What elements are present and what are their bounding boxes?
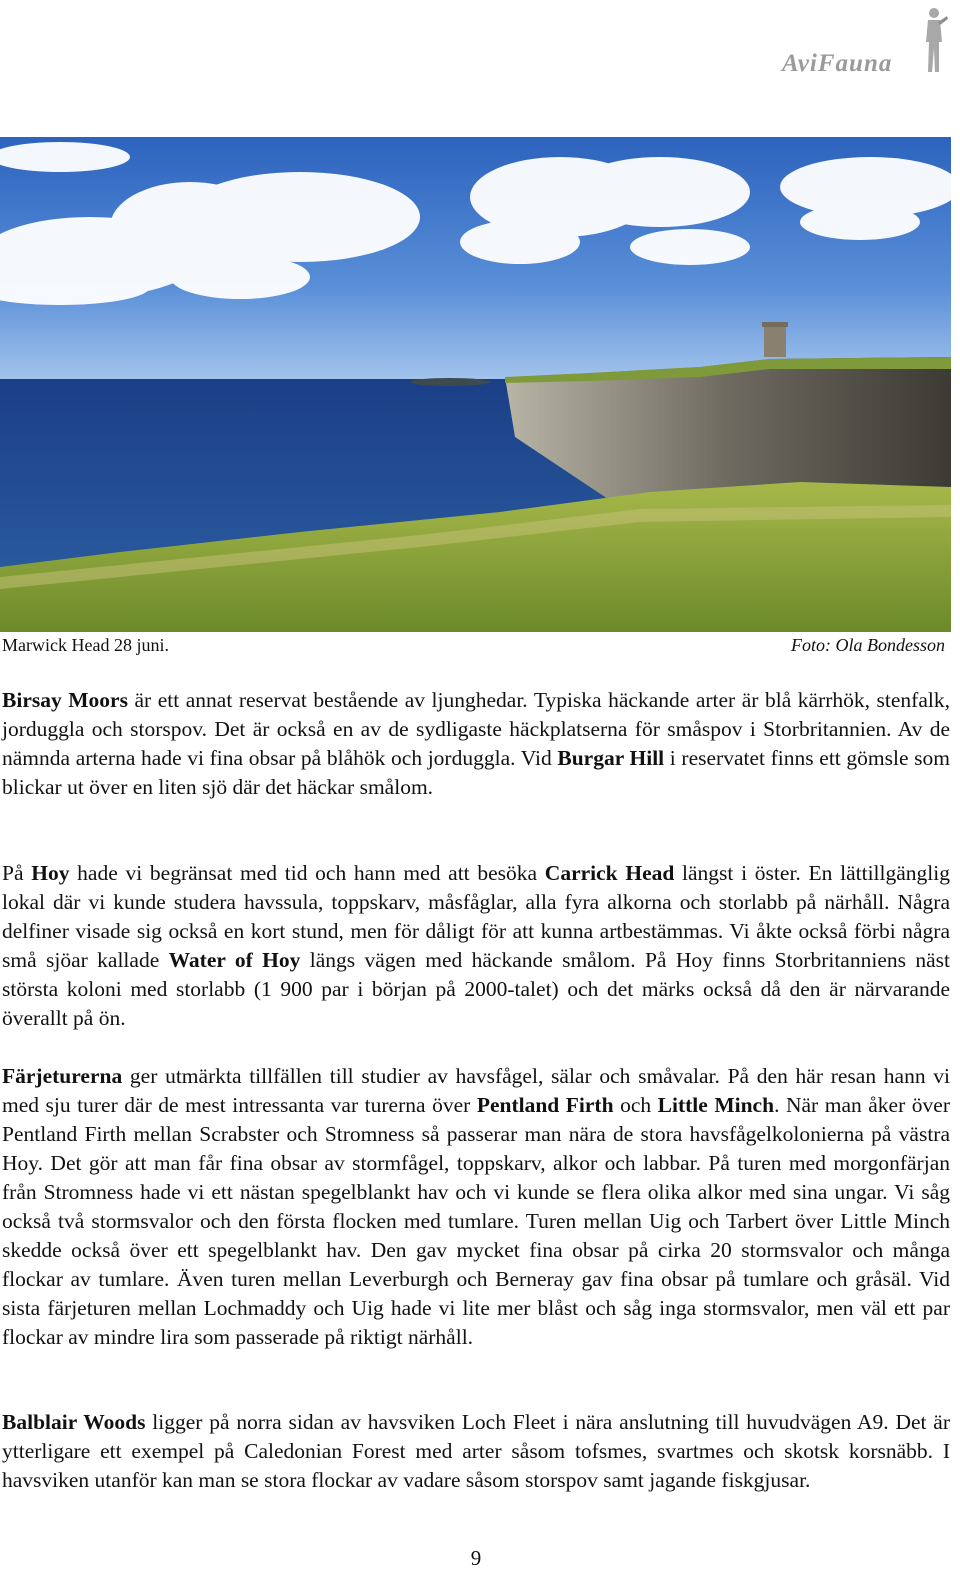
- paragraph-text: längst i öster. En lättillgänglig lokal där vi kunde studera havssula, toppskarv, måsfåglar, alla fyra alkorna och storlabb på närhåll. Några delfiner visade sig också en kort stund, men för dåligt för att kunna artbestämmas. Vi åkte också förbi några små sjöar kallade: [2, 861, 950, 972]
- paragraph-text: i reservatet finns ett gömsle som blickar ut över en liten sjö där det häckar smålom.: [2, 746, 951, 799]
- place-name: Pentland Firth: [476, 1093, 614, 1117]
- place-name: Little Minch: [657, 1093, 775, 1117]
- place-name: Water of Hoy: [168, 948, 301, 972]
- paragraph-text: är ett annat reservat bestående av ljunghedar. Typiska häckande arter är blå kärrhök, stenfalk, jorduggla och storspov. Det är också en av de sydligaste häckplatserna för småspov i Storbritannien. Av de nämnda arterna hade vi fina obsar på blåhök och jorduggla. Vid: [2, 688, 950, 770]
- marwick-head-photo: [0, 137, 951, 632]
- photo-caption: Marwick Head 28 juni.: [2, 635, 169, 655]
- place-name: Färjeturerna: [2, 1064, 123, 1088]
- logo-wordmark: AviFauna: [782, 50, 893, 77]
- paragraph-hoy: [2, 859, 950, 1033]
- photo-credit: Foto: Ola Bondesson: [791, 635, 945, 655]
- paragraph-balblair-woods: [2, 1408, 950, 1495]
- paragraph-text: På: [2, 861, 32, 885]
- place-name: Balblair Woods: [2, 1410, 146, 1434]
- birdwatcher-figure-icon: [920, 6, 948, 74]
- place-name: Carrick Head: [544, 861, 675, 885]
- paragraph-text: och: [613, 1093, 658, 1117]
- paragraph-text: ger utmärkta tillfällen till studier av havsfågel, sälar och småvalar. På den här resan hann vi med sju turer där de mest intressanta var turerna över: [2, 1064, 950, 1117]
- paragraph-text: . När man åker över Pentland Firth mellan Scrabster och Stromness så passerar man nära de stora havsfågelkolonierna på västra Hoy. Det gör att man får fina obsar av stormfågel, toppskarv, alkor och labbar. På turen med morgonfärjan från Stromness hade vi ett nästan spegelblankt hav och vi kunde se flera olika alkor med sina ungar. Vi såg också två stormsvalor och den första flocken med tumlare. Turen mellan Uig och Tarbert över Little Minch skedde också över ett spegelblankt hav. Den gav mycket fina obsar på cirka 20 stormsvalor och många flockar av tumlare. Även turen mellan Leverburgh och Berneray gav fina obsar på tumlare och gråsäl. Vid sista färjeturen mellan Lochmaddy och Uig hade vi lite mer blåst och såg inga stormsvalor, men väl ett par flockar av mindre lira som passerade på riktigt närhåll.: [2, 1093, 950, 1349]
- paragraph-text: hade vi begränsat med tid och hann med att besöka: [69, 861, 545, 885]
- paragraph-text: ligger på norra sidan av havsviken Loch Fleet i nära anslutning till huvudvägen A9. Det är ytterligare ett exempel på Caledonian Forest med arter såsom tofsmes, svartmes och skotsk korsnäbb. I havsviken utanför kan man se stora flockar av vadare såsom storspov samt jagande fiskgjusar.: [2, 1410, 950, 1492]
- place-name: Hoy: [31, 861, 70, 885]
- paragraph-birsay-moors: [2, 686, 950, 802]
- place-name: Birsay Moors: [2, 688, 128, 712]
- avifauna-logo: [780, 6, 950, 76]
- paragraph-ferries: [2, 1062, 950, 1352]
- landscape-photo-illustration: [0, 137, 951, 632]
- place-name: Burgar Hill: [557, 746, 665, 770]
- paragraph-text: längs vägen med häckande smålom. På Hoy finns Storbritanniens näst största koloni med storlabb (1 900 par i början på 2000-talet) och det märks också då den är närvarande överallt på ön.: [2, 948, 950, 1030]
- page-number: 9: [470, 1546, 482, 1570]
